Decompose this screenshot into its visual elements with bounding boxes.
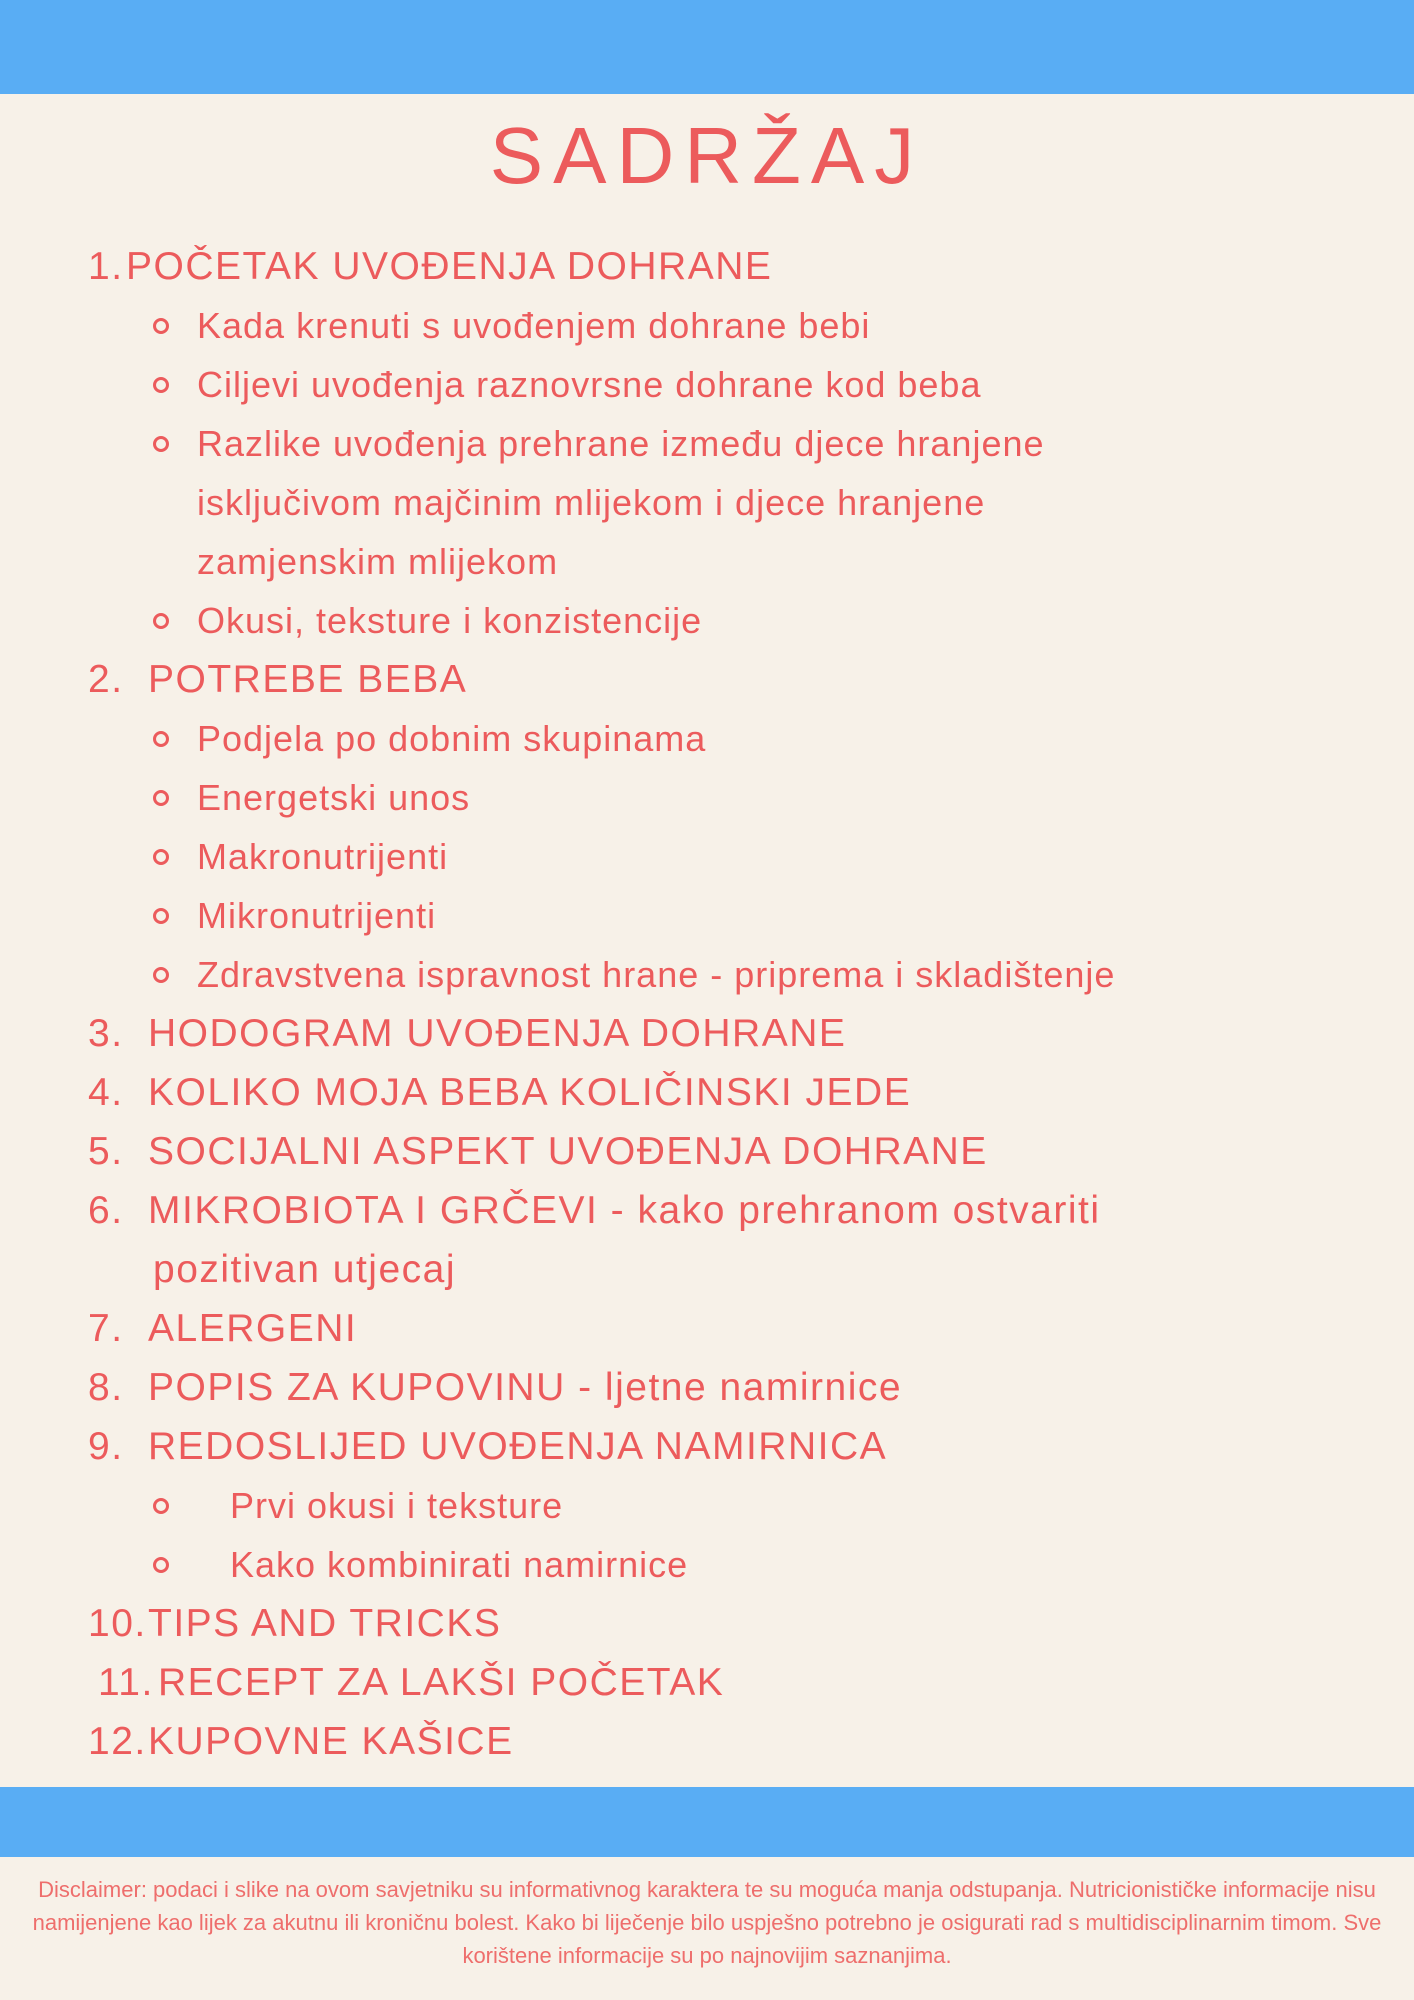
bullet-circle-icon — [153, 967, 169, 983]
toc-subitem-label: Zdravstvena ispravnost hrane - priprema i skladištenje — [197, 954, 1116, 995]
bullet-circle-icon — [153, 731, 169, 747]
toc-subitem — [0, 827, 1414, 886]
toc-item-label: POPIS ZA KUPOVINU - ljetne namirnice — [148, 1366, 903, 1409]
bullet-circle-icon — [153, 1498, 169, 1514]
toc-item-number: 12. — [88, 1720, 147, 1763]
toc-subitem-label: Okusi, teksture i konzistencije — [197, 600, 703, 641]
toc-subitem — [0, 1476, 1414, 1535]
toc-item-number: 8. — [88, 1366, 124, 1409]
toc-subitem-label: Kada krenuti s uvođenjem dohrane bebi — [197, 305, 871, 346]
toc-item-5 — [0, 1122, 1414, 1181]
disclaimer-text: Disclaimer: podaci i slike na ovom savjetniku su informativnog karaktera te su moguća manja odstupanja. Nutricionističke informacije nisu namijenjene kao lijek za akutnu ili kroničnu bolest. Kako bi liječenje bilo uspješno potrebno je osigurati rad s multidisciplinarnim timom. Sve korištene informacije su po najnovijim saznanjima. — [32, 1877, 1382, 1968]
toc-subitem-label: Kako kombinirati namirnice — [230, 1544, 689, 1585]
toc-item-10 — [0, 1594, 1414, 1653]
toc-item-number: 2. — [88, 658, 124, 701]
bullet-circle-icon — [153, 377, 169, 393]
toc-item-1 — [0, 237, 1414, 296]
toc-item-label: REDOSLIJED UVOĐENJA NAMIRNICA — [148, 1425, 888, 1468]
toc-item-number: 11. — [98, 1661, 154, 1704]
toc-subitem — [0, 414, 1414, 473]
toc-subitem — [0, 945, 1414, 1004]
toc-subitem-label: Makronutrijenti — [197, 836, 449, 877]
toc-item-6 — [0, 1181, 1414, 1240]
bullet-circle-icon — [153, 908, 169, 924]
toc-item-number: 5. — [88, 1130, 124, 1173]
toc-subitem-label: Podjela po dobnim skupinama — [197, 718, 707, 759]
toc-item-4 — [0, 1063, 1414, 1122]
toc-item-label: pozitivan utjecaj — [153, 1248, 456, 1291]
toc-subitem-label: Ciljevi uvođenja raznovrsne dohrane kod beba — [197, 364, 982, 405]
toc-item-8 — [0, 1358, 1414, 1417]
toc-item-11 — [0, 1653, 1414, 1712]
toc-subitem-label: isključivom majčinim mlijekom i djece hranjene — [197, 482, 986, 523]
page-title: SADRŽAJ — [489, 111, 925, 200]
toc-item-label: ALERGENI — [148, 1307, 358, 1350]
toc-item-12 — [0, 1712, 1414, 1771]
toc-item-2 — [0, 650, 1414, 709]
toc-item-number: 9. — [88, 1425, 124, 1468]
toc-item-number: 7. — [88, 1307, 124, 1350]
toc-subitem-label: Prvi okusi i teksture — [230, 1485, 564, 1526]
toc-item-6-continuation — [0, 1240, 1414, 1299]
toc-item-label: KUPOVNE KAŠICE — [148, 1720, 514, 1763]
toc-item-3 — [0, 1004, 1414, 1063]
toc-item-number: 4. — [88, 1071, 124, 1114]
toc-item-label: POTREBE BEBA — [148, 658, 468, 701]
toc-item-number: 3. — [88, 1012, 124, 1055]
toc-item-9 — [0, 1417, 1414, 1476]
bullet-circle-icon — [153, 849, 169, 865]
toc-subitem-label: Mikronutrijenti — [197, 895, 437, 936]
toc-item-label: KOLIKO MOJA BEBA KOLIČINSKI JEDE — [148, 1071, 912, 1114]
toc-subitem-label: zamjenskim mlijekom — [197, 541, 559, 582]
toc-subitem-label: Energetski unos — [197, 777, 471, 818]
toc-item-number: 10. — [88, 1602, 147, 1645]
toc-item-number: 6. — [88, 1189, 124, 1232]
toc-item-label: TIPS AND TRICKS — [148, 1602, 502, 1645]
bullet-circle-icon — [153, 790, 169, 806]
bottom-accent-bar — [0, 1787, 1414, 1857]
toc-subitem — [0, 296, 1414, 355]
toc-subitem-label: Razlike uvođenja prehrane između djece hranjene — [197, 423, 1045, 464]
toc-item-7 — [0, 1299, 1414, 1358]
toc-subitem — [0, 1535, 1414, 1594]
toc-subitem-continuation — [0, 532, 1414, 591]
bullet-circle-icon — [153, 436, 169, 452]
table-of-contents — [0, 237, 1414, 1771]
bullet-circle-icon — [153, 318, 169, 334]
toc-subitem — [0, 709, 1414, 768]
toc-item-label: POČETAK UVOĐENJA DOHRANE — [126, 245, 773, 288]
bullet-circle-icon — [153, 613, 169, 629]
toc-item-label: RECEPT ZA LAKŠI POČETAK — [158, 1661, 725, 1704]
toc-item-label: MIKROBIOTA I GRČEVI - kako prehranom ostvariti — [148, 1189, 1101, 1232]
toc-subitem — [0, 768, 1414, 827]
toc-subitem — [0, 591, 1414, 650]
top-accent-bar — [0, 0, 1414, 94]
toc-item-label: HODOGRAM UVOĐENJA DOHRANE — [148, 1012, 847, 1055]
toc-item-label: SOCIJALNI ASPEKT UVOĐENJA DOHRANE — [148, 1130, 988, 1173]
toc-subitem — [0, 355, 1414, 414]
toc-subitem — [0, 886, 1414, 945]
toc-item-number: 1. — [88, 245, 124, 288]
title-area — [0, 94, 1414, 237]
bullet-circle-icon — [153, 1557, 169, 1573]
toc-subitem-continuation — [0, 473, 1414, 532]
